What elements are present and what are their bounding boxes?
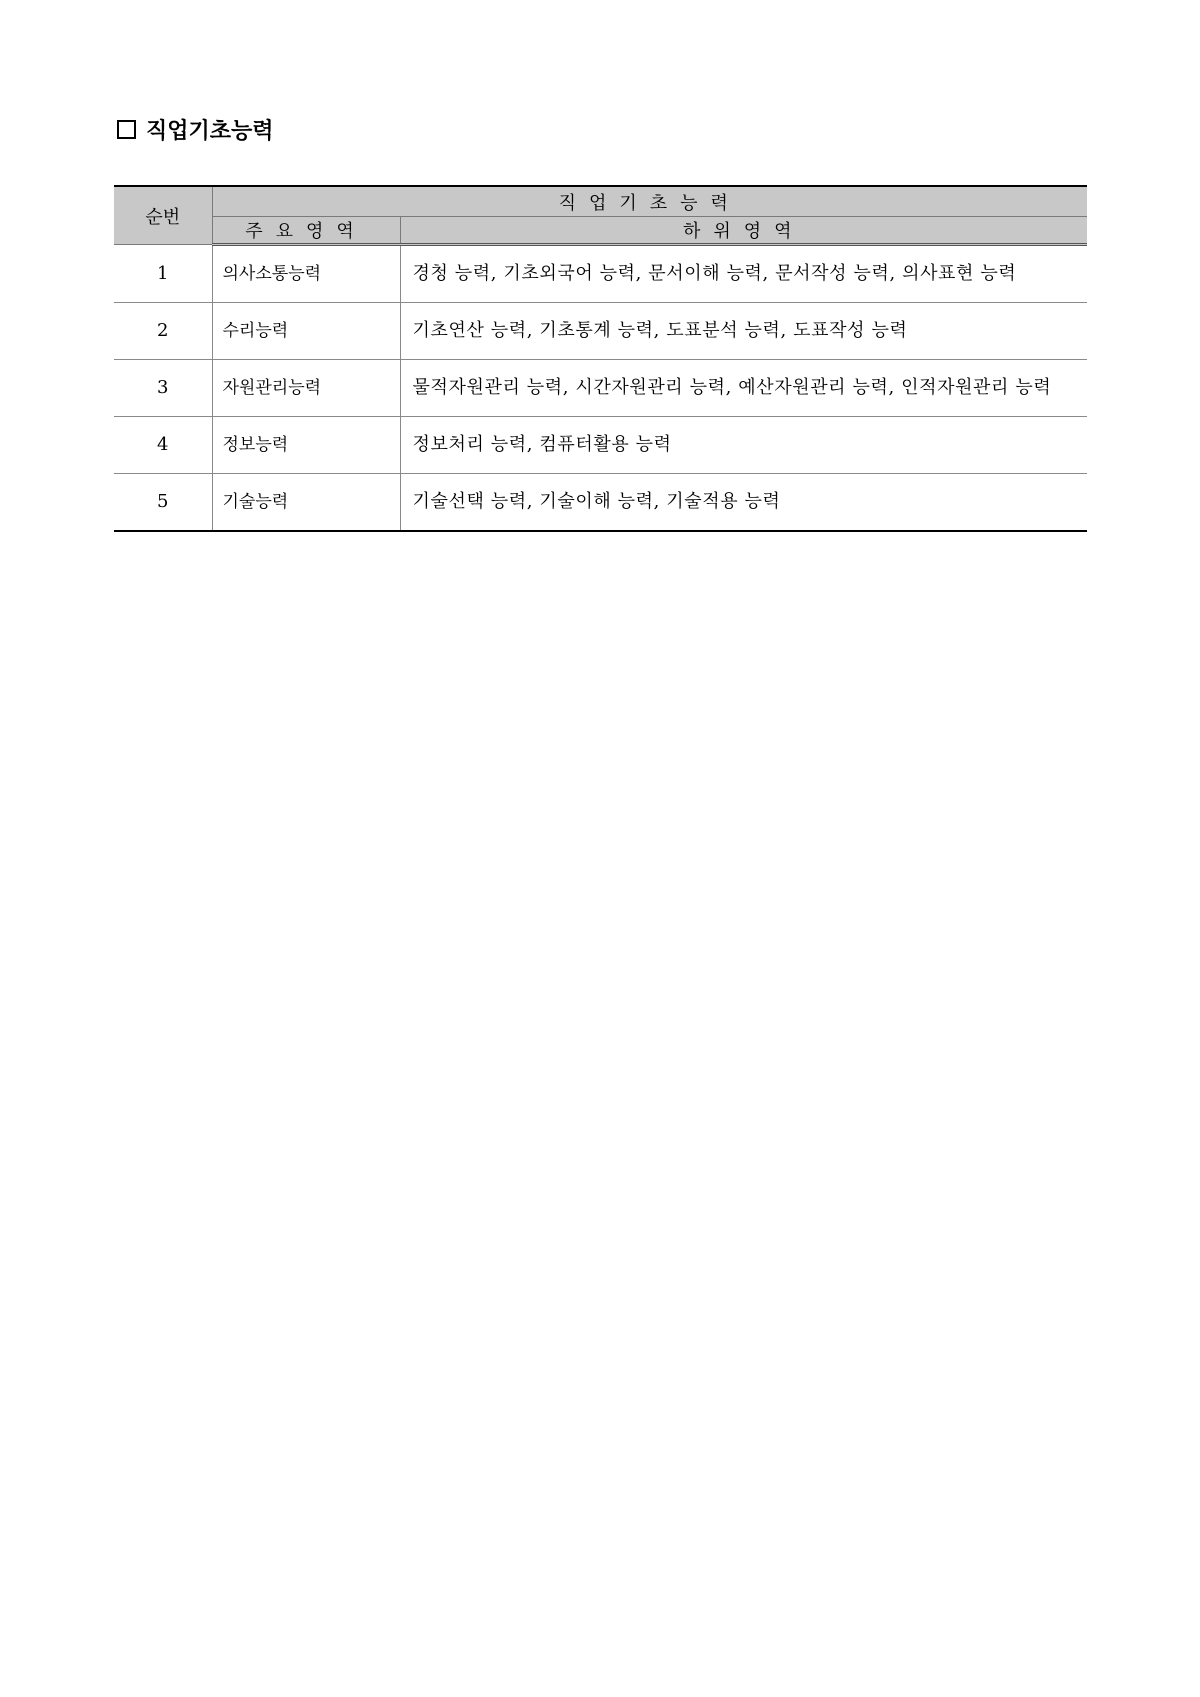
row-sub-area: 기초연산 능력, 기초통계 능력, 도표분석 능력, 도표작성 능력 <box>400 303 1087 360</box>
table-header <box>114 186 1087 245</box>
table-row <box>114 245 1087 303</box>
row-sub-area: 물적자원관리 능력, 시간자원관리 능력, 예산자원관리 능력, 인적자원관리 능력 <box>400 360 1087 417</box>
section-heading <box>117 112 274 146</box>
header-group: 직업기초능력 <box>212 186 1087 217</box>
row-sub-area: 정보처리 능력, 컴퓨터활용 능력 <box>400 417 1087 474</box>
table-row <box>114 417 1087 474</box>
header-main-area: 주요영역 <box>212 217 400 245</box>
row-number: 1 <box>114 245 212 303</box>
table-row <box>114 303 1087 360</box>
row-sub-area: 기술선택 능력, 기술이해 능력, 기술적용 능력 <box>400 474 1087 532</box>
section-title: 직업기초능력 <box>146 118 274 144</box>
row-main-area: 수리능력 <box>212 303 400 360</box>
header-sub-area: 하위영역 <box>400 217 1087 245</box>
row-number: 2 <box>114 303 212 360</box>
table-row <box>114 474 1087 532</box>
row-number: 5 <box>114 474 212 532</box>
table-row <box>114 360 1087 417</box>
header-number: 순번 <box>114 186 212 245</box>
competency-table <box>114 185 1087 532</box>
row-main-area: 기술능력 <box>212 474 400 532</box>
checkbox-square-icon <box>117 120 136 139</box>
row-number: 3 <box>114 360 212 417</box>
row-number: 4 <box>114 417 212 474</box>
row-sub-area: 경청 능력, 기초외국어 능력, 문서이해 능력, 문서작성 능력, 의사표현 능력 <box>400 245 1087 303</box>
row-main-area: 의사소통능력 <box>212 245 400 303</box>
row-main-area: 자원관리능력 <box>212 360 400 417</box>
row-main-area: 정보능력 <box>212 417 400 474</box>
